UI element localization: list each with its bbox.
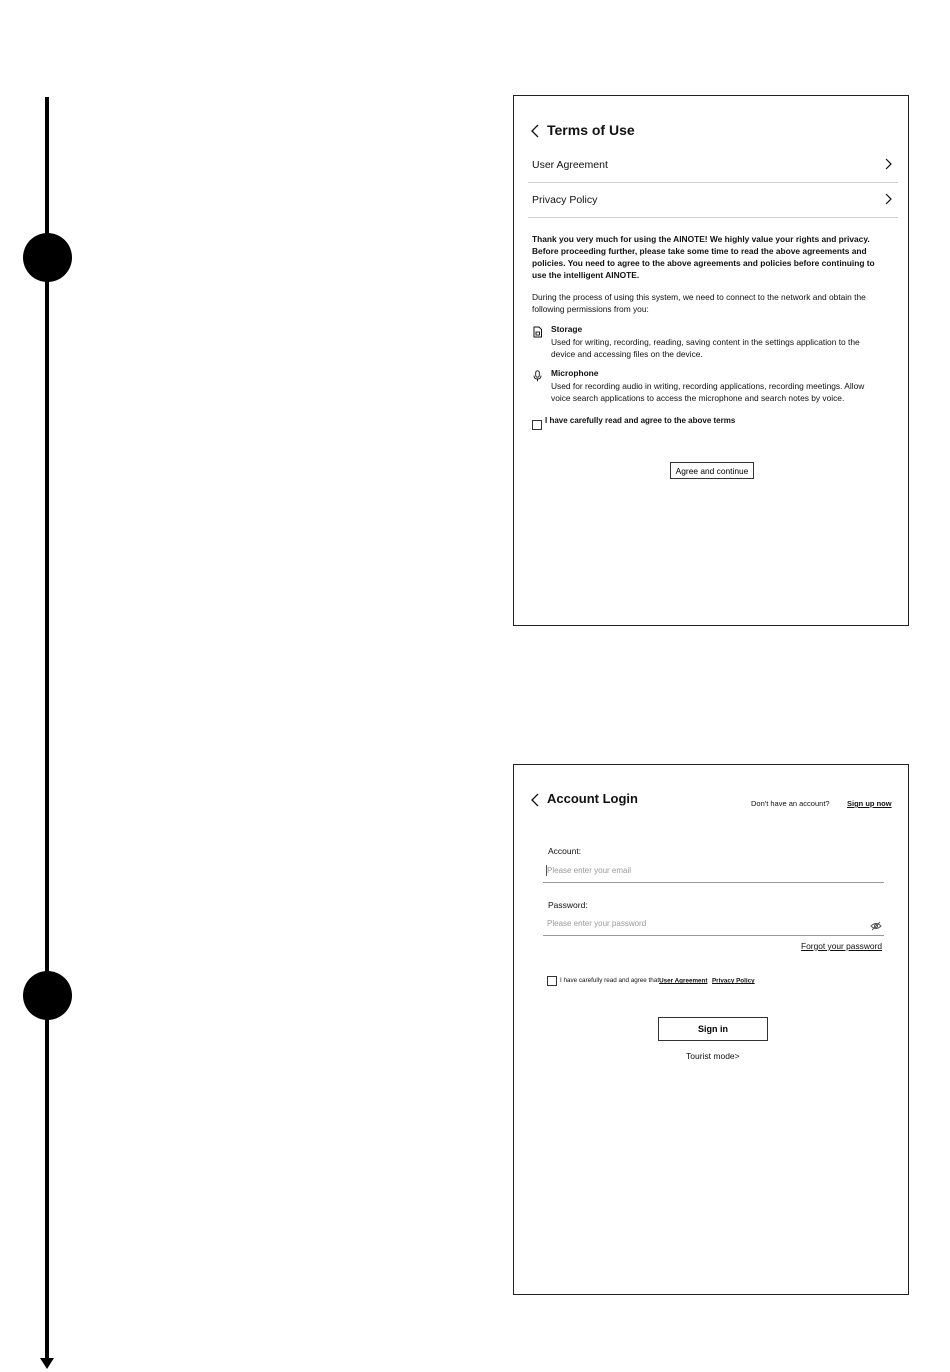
storage-card-icon	[532, 325, 543, 337]
agree-checkbox[interactable]	[532, 420, 542, 430]
page-title: Terms of Use	[547, 122, 635, 138]
timeline-step-1-marker	[23, 233, 72, 282]
page-title: Account Login	[547, 791, 638, 806]
storage-permission-description: Used for writing, recording, reading, saving content in the settings application to the device and accessing files on the device.	[551, 337, 860, 359]
user-agreement-row[interactable]	[528, 148, 898, 183]
account-login-screen	[513, 764, 909, 1295]
password-label: Password:	[548, 900, 588, 910]
privacy-policy-row[interactable]	[528, 183, 898, 218]
timeline-arrow-icon	[40, 1358, 54, 1369]
privacy-policy-label: Privacy Policy	[532, 194, 598, 206]
sign-in-button[interactable]: Sign in	[658, 1017, 768, 1041]
back-arrow-icon[interactable]	[529, 792, 543, 808]
forgot-password-link[interactable]: Forgot your password	[801, 941, 882, 951]
agree-checkbox-label: I have carefully read and agree to the above terms	[545, 416, 736, 425]
network-permission-notice: During the process of using this system, we need to connect to the network and obtain the following permissions from you:	[532, 292, 866, 314]
microphone-permission-title: Microphone	[551, 368, 599, 378]
account-placeholder: Please enter your email	[547, 866, 632, 875]
agree-checkbox[interactable]	[547, 976, 557, 986]
microphone-icon	[532, 369, 543, 381]
account-input[interactable]	[543, 864, 884, 883]
password-input[interactable]	[543, 917, 884, 936]
tourist-mode-link[interactable]: Tourist mode>	[686, 1051, 740, 1061]
sign-up-link[interactable]: Sign up now	[847, 799, 892, 808]
chevron-right-icon	[884, 157, 894, 171]
timeline-line	[45, 97, 49, 1359]
agree-and-continue-button[interactable]: Agree and continue	[670, 462, 754, 479]
terms-agree-checkbox-row[interactable]	[532, 416, 736, 434]
agree-text: I have carefully read and agree that	[560, 977, 660, 985]
terms-of-use-screen	[513, 95, 909, 626]
hide-password-icon[interactable]	[870, 918, 882, 928]
back-arrow-icon[interactable]	[529, 123, 543, 139]
microphone-permission-description: Used for recording audio in writing, recording applications, recording meetings. Allow voice search applications to access the microphone and search notes by voice.	[551, 381, 865, 403]
timeline-step-2-marker	[23, 971, 72, 1020]
chevron-right-icon	[884, 192, 894, 206]
terms-intro-text: Thank you very much for using the AINOTE! We highly value your rights and privacy. Before proceeding further, please take some time to read the above agreements and policies. You need to agree to the above agreements and policies before continuing to use the intelligent AINOTE.	[532, 234, 875, 280]
login-agree-checkbox-row[interactable]	[547, 972, 755, 990]
user-agreement-label: User Agreement	[532, 159, 608, 171]
password-placeholder: Please enter your password	[547, 919, 647, 928]
storage-permission-title: Storage	[551, 324, 583, 334]
signup-prompt: Don't have an account?	[751, 799, 830, 808]
user-agreement-link[interactable]: User Agreement	[659, 977, 708, 985]
privacy-policy-link[interactable]: Privacy Policy	[711, 977, 755, 985]
account-label: Account:	[548, 846, 582, 856]
